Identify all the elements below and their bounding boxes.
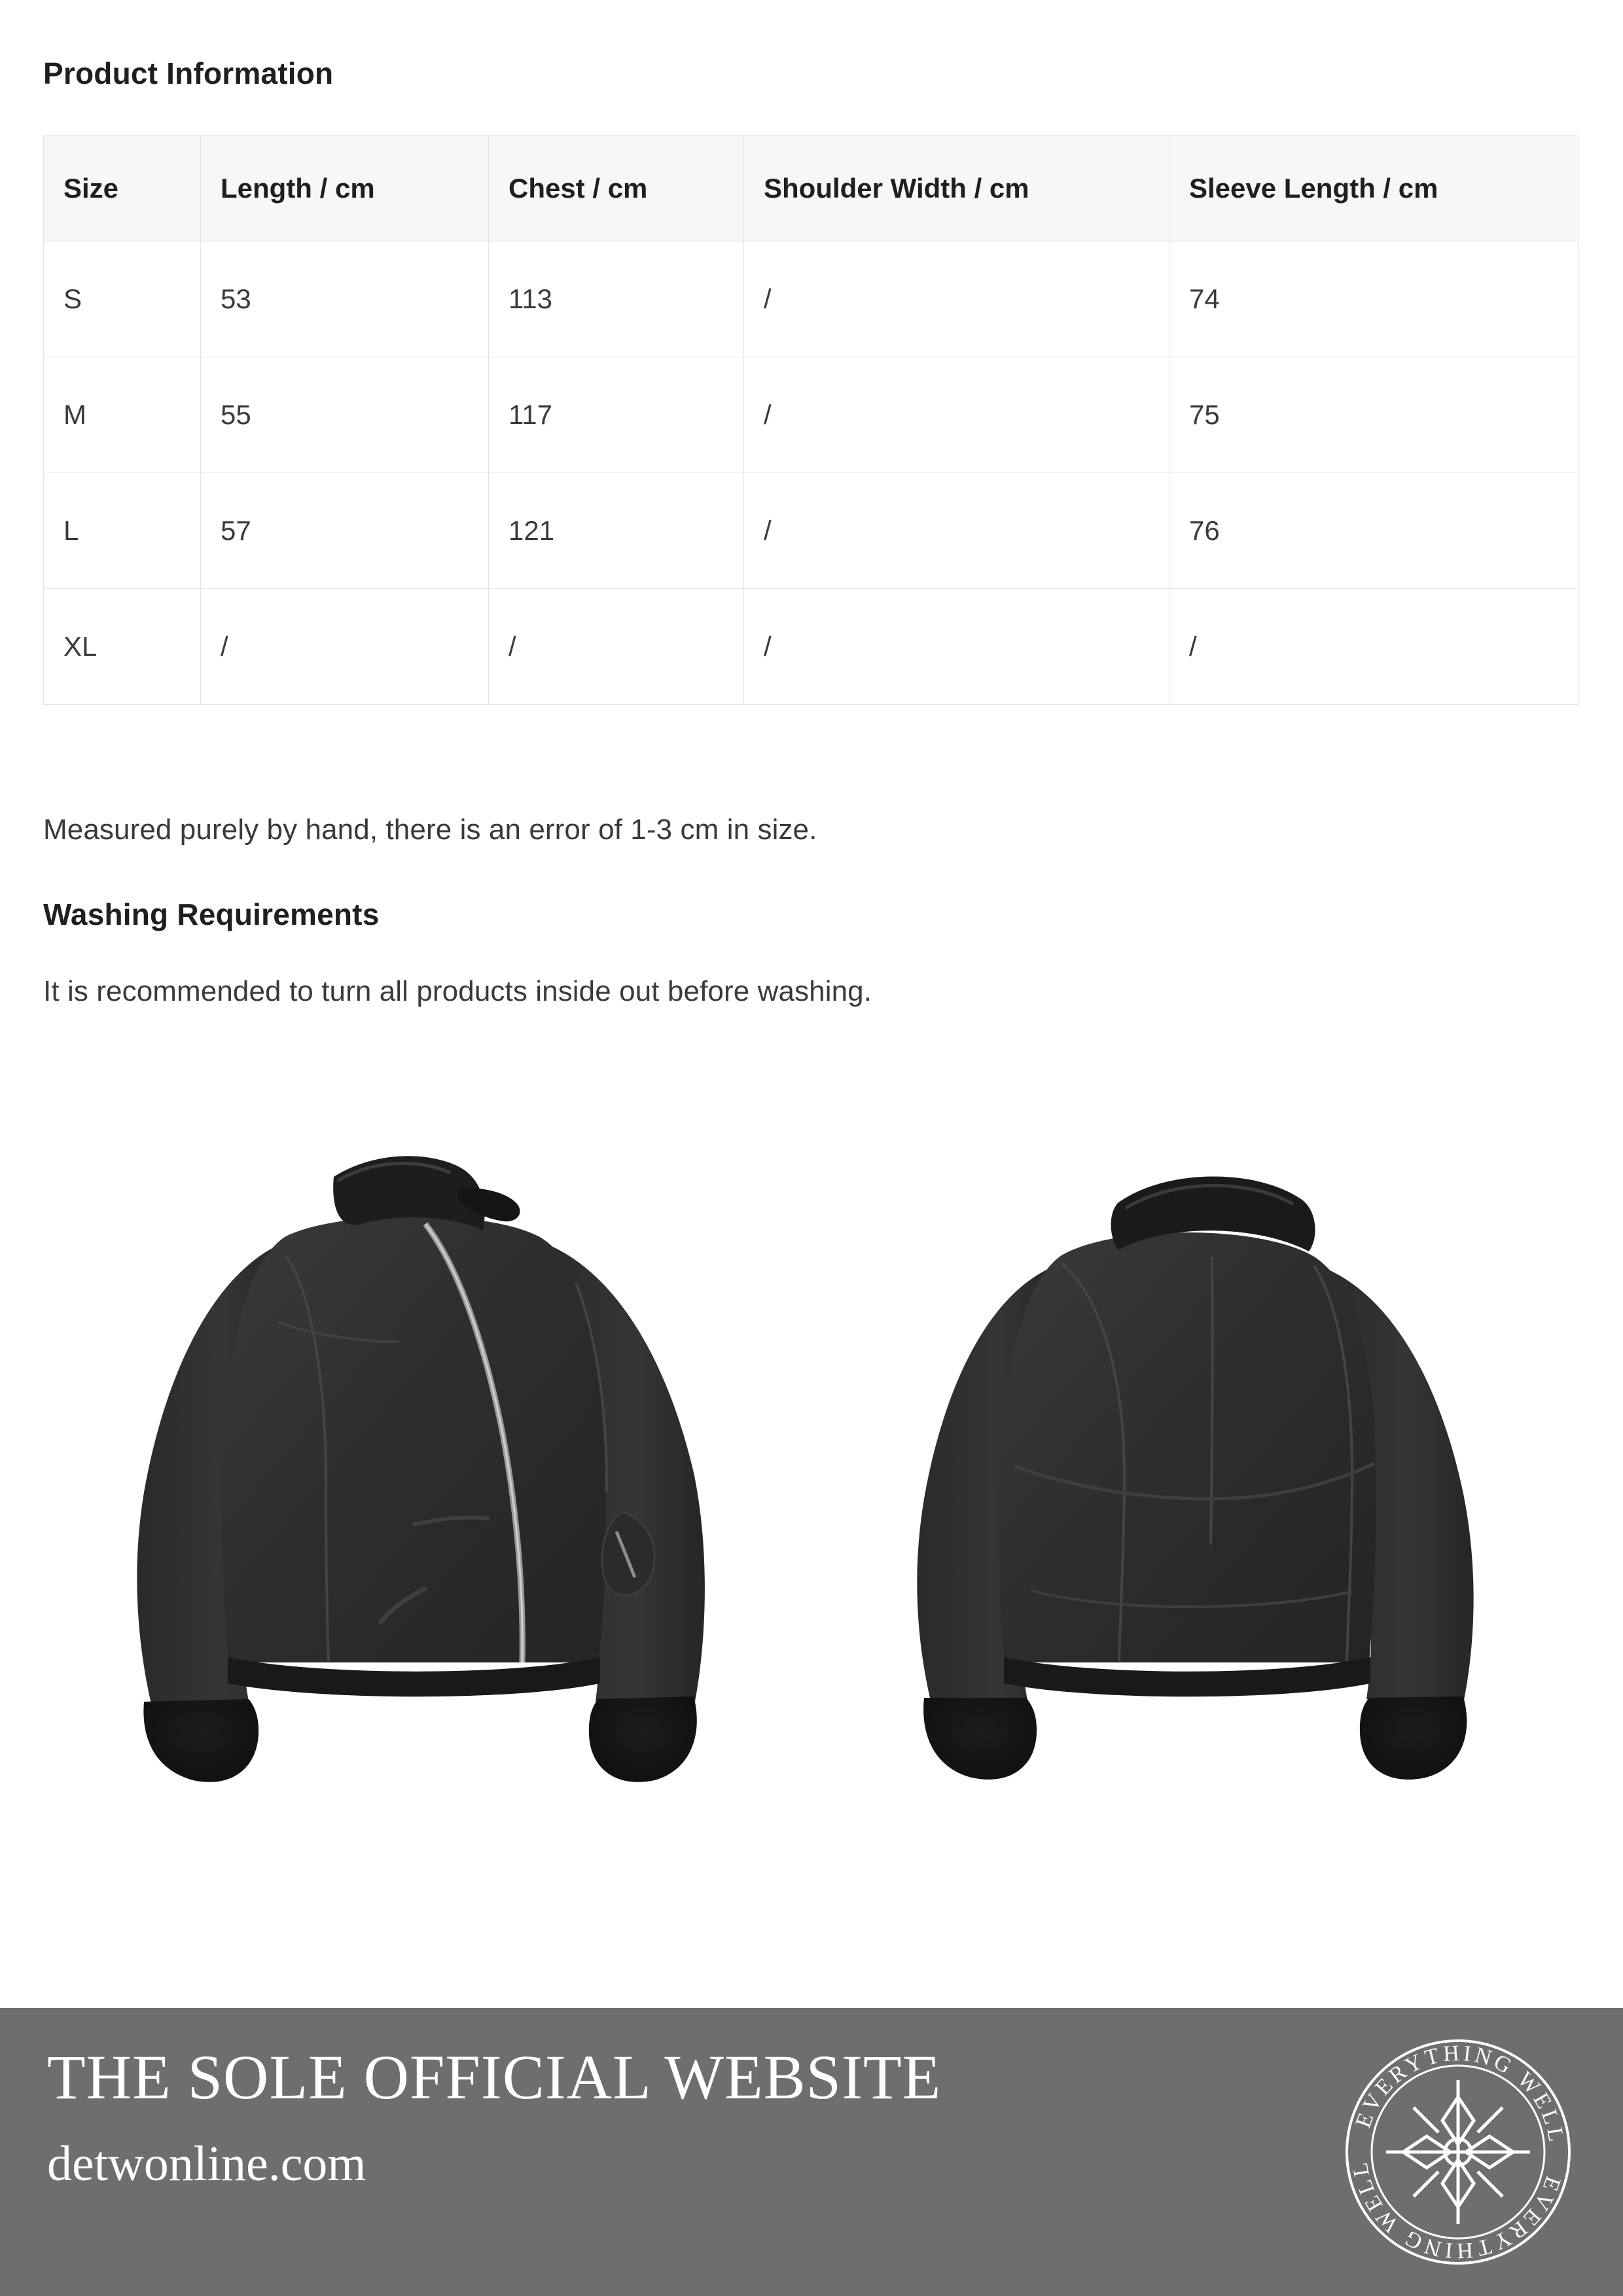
svg-text:EVERYTHING WELL [1347, 2158, 1565, 2263]
cell-sleeve: / [1169, 589, 1578, 705]
left-cuff-fur-back [923, 1698, 1037, 1780]
cell-shoulder: / [744, 589, 1169, 705]
cross-motif-icon [1386, 2080, 1530, 2224]
column-header-sleeve: Sleeve Length / cm [1169, 136, 1578, 242]
right-cuff-fur [589, 1696, 697, 1782]
brand-logo [1340, 2034, 1576, 2270]
logo-arc-text-bottom: EVERYTHING WELL [1347, 2157, 1565, 2263]
cell-sleeve: 76 [1169, 473, 1578, 589]
washing-instructions-text: It is recommended to turn all products inside out before washing. [43, 975, 872, 1007]
cell-sleeve: 74 [1169, 242, 1578, 357]
footer-headline: THE SOLE OFFICIAL WEBSITE [47, 2042, 942, 2112]
hem-fur-front [228, 1657, 600, 1696]
cell-size: XL [44, 589, 201, 705]
product-photo-front [118, 1126, 772, 1944]
table-row [44, 589, 1578, 705]
column-header-size: Size [44, 136, 201, 242]
cell-length: 53 [201, 242, 489, 357]
cell-length: / [201, 589, 489, 705]
left-cuff-fur [143, 1699, 259, 1782]
footer-website[interactable]: detwonline.com [47, 2136, 366, 2191]
cell-size: L [44, 473, 201, 589]
cell-size: M [44, 357, 201, 473]
cell-shoulder: / [744, 242, 1169, 357]
table-row [44, 357, 1578, 473]
hem-fur-back [1004, 1657, 1370, 1696]
cell-chest: 117 [489, 357, 744, 473]
product-photo-back [890, 1126, 1544, 1944]
right-cuff-fur-back [1360, 1696, 1467, 1780]
column-header-shoulder: Shoulder Width / cm [744, 136, 1169, 242]
cell-shoulder: / [744, 473, 1169, 589]
table-header-row [44, 136, 1578, 242]
cell-length: 57 [201, 473, 489, 589]
size-table-container [43, 135, 1578, 705]
product-photo-gallery [0, 1126, 1623, 1970]
svg-text:EVERYTHING WELL [1351, 2041, 1569, 2146]
cell-length: 55 [201, 357, 489, 473]
cell-shoulder: / [744, 357, 1169, 473]
measurement-note: Measured purely by hand, there is an error of 1-3 cm in size. [43, 814, 817, 846]
column-header-chest: Chest / cm [489, 136, 744, 242]
column-header-length: Length / cm [201, 136, 489, 242]
table-row [44, 473, 1578, 589]
footer-banner [0, 2008, 1623, 2296]
page-title: Product Information [43, 56, 334, 90]
cell-chest: 121 [489, 473, 744, 589]
cell-chest: / [489, 589, 744, 705]
compass-emblem-icon [1340, 2034, 1576, 2270]
table-row [44, 242, 1578, 357]
logo-arc-text-top: EVERYTHING WELL [1351, 2041, 1569, 2147]
cell-size: S [44, 242, 201, 357]
size-table [43, 135, 1578, 705]
washing-requirements-title: Washing Requirements [43, 897, 380, 931]
cell-sleeve: 75 [1169, 357, 1578, 473]
cell-chest: 113 [489, 242, 744, 357]
